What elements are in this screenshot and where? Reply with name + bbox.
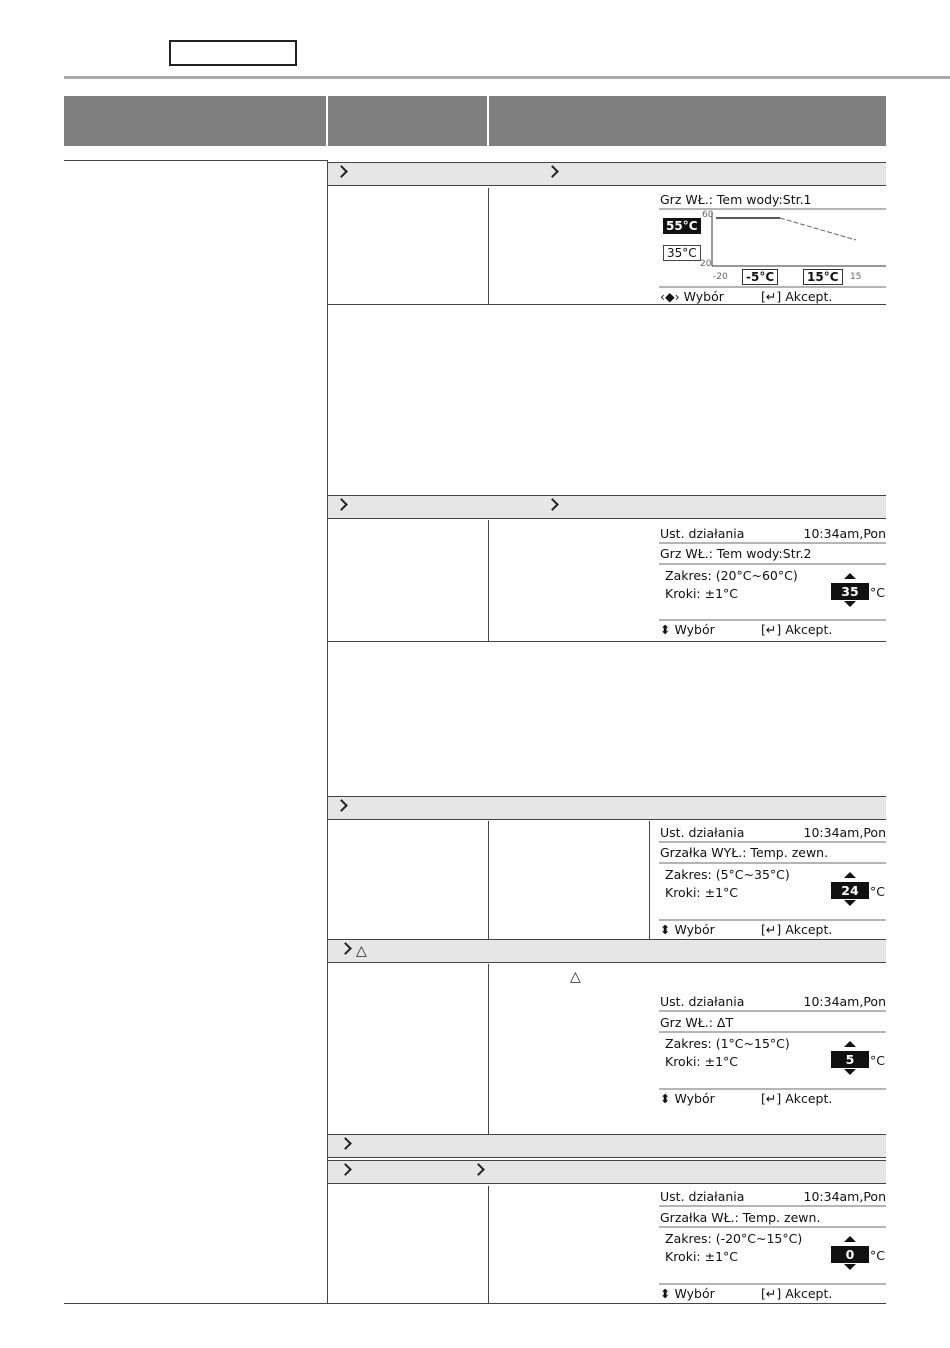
range-text: Zakres: (20°C~60°C) (665, 568, 798, 583)
four-way-arrow-icon: ‹◆› (660, 289, 680, 304)
footer-accept-label: [↵] Akcept. (761, 1091, 833, 1106)
low-temp-button[interactable]: 35°C (663, 245, 701, 261)
value-display: 0 (831, 1246, 869, 1263)
screen-header: Ust. działania (660, 825, 745, 840)
section-bar (328, 495, 886, 519)
screen-rule (659, 841, 886, 843)
chevron-right-icon (339, 942, 352, 955)
screen-rule (659, 1031, 886, 1033)
screen-header: Ust. działania (660, 1189, 745, 1204)
header-divider (487, 96, 489, 146)
screen-rule (659, 862, 886, 864)
screen-rule (659, 1283, 886, 1285)
chevron-right-icon (339, 1137, 352, 1150)
top-rule (64, 76, 950, 79)
footer-select-label: Wybór (674, 622, 715, 637)
outdoor-high-button[interactable]: 15°C (803, 269, 843, 285)
lcd-screen-graph (655, 190, 886, 304)
high-temp-button[interactable]: 55°C (663, 218, 701, 234)
arrow-up-icon[interactable] (844, 1041, 856, 1047)
screen-footer-left (660, 1091, 715, 1106)
unit-label: °C (870, 1248, 885, 1263)
updown-arrow-icon: ⬍ (660, 1286, 671, 1301)
screen-time: 10:34am,Pon (803, 825, 886, 840)
table-header (64, 96, 886, 146)
footer-select-label: Wybór (674, 1091, 715, 1106)
screen-footer-left (660, 1286, 715, 1301)
footer-accept-label: [↵] Akcept. (761, 622, 833, 637)
updown-arrow-icon: ⬍ (660, 1091, 671, 1106)
value-display: 24 (831, 882, 869, 899)
step-text: Kroki: ±1°C (665, 586, 739, 601)
step-text: Kroki: ±1°C (665, 1249, 739, 1264)
screen-time: 10:34am,Pon (803, 526, 886, 541)
row-rule (328, 641, 886, 642)
screen-rule (659, 1226, 886, 1228)
table-bottom-rule (64, 1303, 886, 1304)
chevron-right-icon (335, 799, 348, 812)
arrow-down-icon[interactable] (844, 601, 856, 607)
screen-rule (659, 1205, 886, 1207)
screen-rule (659, 286, 886, 288)
screen-rule (659, 542, 886, 544)
section-bar (328, 939, 886, 963)
screen-rule (659, 563, 886, 565)
footer-accept-label: [↵] Akcept. (761, 1286, 833, 1301)
column-divider (488, 1186, 489, 1304)
range-text: Zakres: (5°C~35°C) (665, 867, 790, 882)
column-divider (488, 520, 489, 642)
screen-footer-left (660, 622, 715, 637)
triangle-icon: △ (570, 969, 581, 985)
column-divider (327, 160, 328, 1304)
chevron-right-icon (335, 165, 348, 178)
arrow-up-icon[interactable] (844, 1236, 856, 1242)
value-display: 5 (831, 1051, 869, 1068)
x-axis-left-label: -20 (713, 272, 728, 282)
range-text: Zakres: (1°C~15°C) (665, 1036, 790, 1051)
chevron-right-icon (335, 498, 348, 511)
chevron-right-icon (546, 165, 559, 178)
unit-label: °C (870, 884, 885, 899)
header-divider (326, 96, 328, 146)
chevron-right-icon (339, 1163, 352, 1176)
screen-time: 10:34am,Pon (803, 994, 886, 1009)
screen-title: Grzałka WŁ.: Temp. zewn. (660, 1210, 821, 1225)
screen-time: 10:34am,Pon (803, 1189, 886, 1204)
screen-footer-left (660, 922, 715, 937)
screen-header: Ust. działania (660, 994, 745, 1009)
updown-arrow-icon: ⬍ (660, 922, 671, 937)
column-divider (488, 188, 489, 305)
arrow-down-icon[interactable] (844, 1069, 856, 1075)
column-divider (488, 821, 489, 939)
screen-title: Grz WŁ.: ΔT (660, 1015, 734, 1030)
section-bar (328, 796, 886, 820)
updown-arrow-icon: ⬍ (660, 622, 671, 637)
screen-rule (659, 1088, 886, 1090)
section-bar (328, 1134, 886, 1158)
screen-header: Ust. działania (660, 526, 745, 541)
step-text: Kroki: ±1°C (665, 1054, 739, 1069)
screen-rule (659, 1010, 886, 1012)
screen-rule (659, 619, 886, 621)
lcd-screen-heater-on (655, 1189, 886, 1303)
heating-curve-graph (710, 210, 886, 270)
section-bar (328, 162, 886, 186)
unit-label: °C (870, 585, 885, 600)
screen-title: Grz WŁ.: Tem wody:Str.1 (660, 192, 812, 207)
footer-accept-label: [↵] Akcept. (761, 922, 833, 937)
triangle-icon: △ (356, 943, 367, 959)
outdoor-low-button[interactable]: -5°C (742, 269, 778, 285)
column-divider (649, 821, 650, 939)
step-text: Kroki: ±1°C (665, 885, 739, 900)
arrow-up-icon[interactable] (844, 573, 856, 579)
arrow-down-icon[interactable] (844, 900, 856, 906)
footer-select-label: Wybór (683, 289, 724, 304)
section-bar (328, 1160, 886, 1184)
y-axis-bottom-label: 20 (700, 259, 712, 269)
column-divider (488, 964, 489, 1135)
unit-label: °C (870, 1053, 885, 1068)
chevron-right-icon (472, 1163, 485, 1176)
screen-title: Grz WŁ.: Tem wody:Str.2 (660, 546, 812, 561)
x-axis-right-label: 15 (850, 272, 862, 282)
arrow-up-icon[interactable] (844, 872, 856, 878)
footer-select-label: Wybór (674, 922, 715, 937)
arrow-down-icon[interactable] (844, 1264, 856, 1270)
row-rule (64, 160, 328, 161)
page-label-box (169, 40, 297, 66)
footer-accept-label: [↵] Akcept. (761, 289, 833, 304)
range-text: Zakres: (-20°C~15°C) (665, 1231, 803, 1246)
chevron-right-icon (546, 498, 559, 511)
row-rule (328, 304, 886, 305)
lcd-screen-water-temp-2 (655, 526, 886, 640)
screen-rule (659, 919, 886, 921)
screen-title: Grzałka WYŁ.: Temp. zewn. (660, 845, 829, 860)
lcd-screen-heater-off (655, 825, 886, 939)
value-display: 35 (831, 583, 869, 600)
footer-select-label: Wybór (674, 1286, 715, 1301)
y-axis-top-label: 60 (702, 210, 714, 220)
screen-footer-left (660, 289, 724, 304)
lcd-screen-delta-t (655, 994, 886, 1114)
